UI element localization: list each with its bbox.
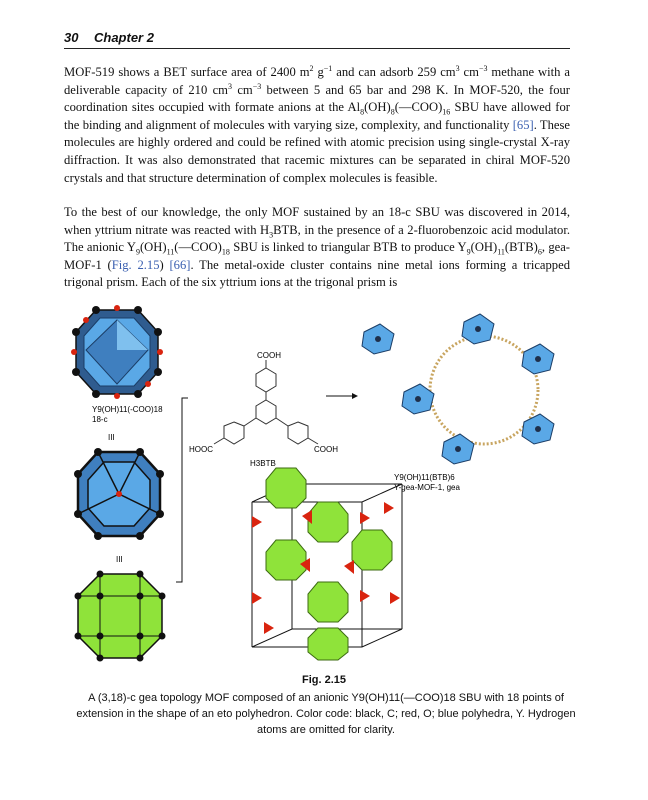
cooh-top-label: COOH (257, 351, 281, 360)
hooc-left-label: HOOC (189, 445, 213, 454)
sbu-net-image (74, 448, 164, 540)
equivalence-symbol-1: III (108, 433, 115, 442)
reaction-arrow (326, 393, 358, 399)
figure-caption-title: Fig. 2.15 (301, 674, 347, 686)
chapter-title: Chapter 2 (94, 30, 154, 45)
figure-link[interactable]: Fig. 2.15 (111, 257, 160, 272)
product-name-label: Y-gea-MOF-1, gea (394, 483, 460, 492)
reference-link-65[interactable]: [65] (512, 117, 534, 132)
gea-3d-net (252, 468, 402, 660)
cooh-right-label: COOH (314, 445, 338, 454)
sbu-formula-label: Y9(OH)11(-COO)18 (92, 405, 163, 414)
product-formula-label: Y9(OH)11(BTB)6 (394, 473, 455, 482)
eto-polyhedron-image (75, 571, 166, 662)
gea-ring-structure (362, 314, 554, 464)
paragraph-2: To the best of our knowledge, the only MOF sustained by an 18-c SBU was discovered in 2014, when yttrium nitrate was reacted with $H_3BTB$, in the presence of a 2-fluorobenzoic acid modulator. The anionic $Y_9(OH)_{11}(—COO)_{18}$ SBU is linked to triangular BTB to produce $Y_9(OH)_{11}(BTB)_6$, gea-MOF-1 (Fig. 2.15) [66]. The metal-oxide cluster contains nine metal ions forming a tricapped trigonal prism. Each of the six yttrium ions at the trigonal prism is (64, 205, 570, 290)
bracket-line (176, 398, 188, 582)
linker-label: H3BTB (250, 459, 276, 468)
sbu-connectivity-label: 18-c (92, 415, 108, 424)
paragraph-1: MOF-519 shows a BET surface area of 2400 $m^2$ $g^{-1}$ and can adsorb 259 $cm^3$ $cm^{-3}$ methane with a deliverable capacity of 210 $cm^3$ $cm^{-3}$ between 5 and 65 bar and 298 K. In MOF-520, the four coordination sites occupied with formate anions at the $Al_8(OH)_8(—COO)_{16}$ SBU have allowed for the binding and alignment of molecules with varying size, complexity, and functionality [65]. These molecules are highly ordered and could be refined with atomic precision using single-crystal X-ray diffraction. It was also demonstrated that racemic mixtures can be separated in chiral MOF-520 crystals and that structure determination of complex molecules is feasible. (64, 63, 570, 185)
figure-caption-text: A (3,18)-c gea topology MOF composed of an anionic Y9(OH)11(—COO)18 SBU with 18 points of extension in the shape of an eto polyhedron. Color code: black, C; red, O; blue polyhedra, Y. Hydrogen atoms are omitted for clarity. (76, 692, 576, 736)
btb-linker-structure (214, 360, 318, 444)
running-header (64, 30, 570, 49)
page-number: 30 (64, 30, 79, 45)
sbu-cluster-image (71, 305, 163, 399)
equivalence-symbol-2: III (116, 555, 123, 564)
reference-link-66[interactable]: [66] (169, 257, 191, 272)
figure-2-15 (64, 302, 570, 668)
